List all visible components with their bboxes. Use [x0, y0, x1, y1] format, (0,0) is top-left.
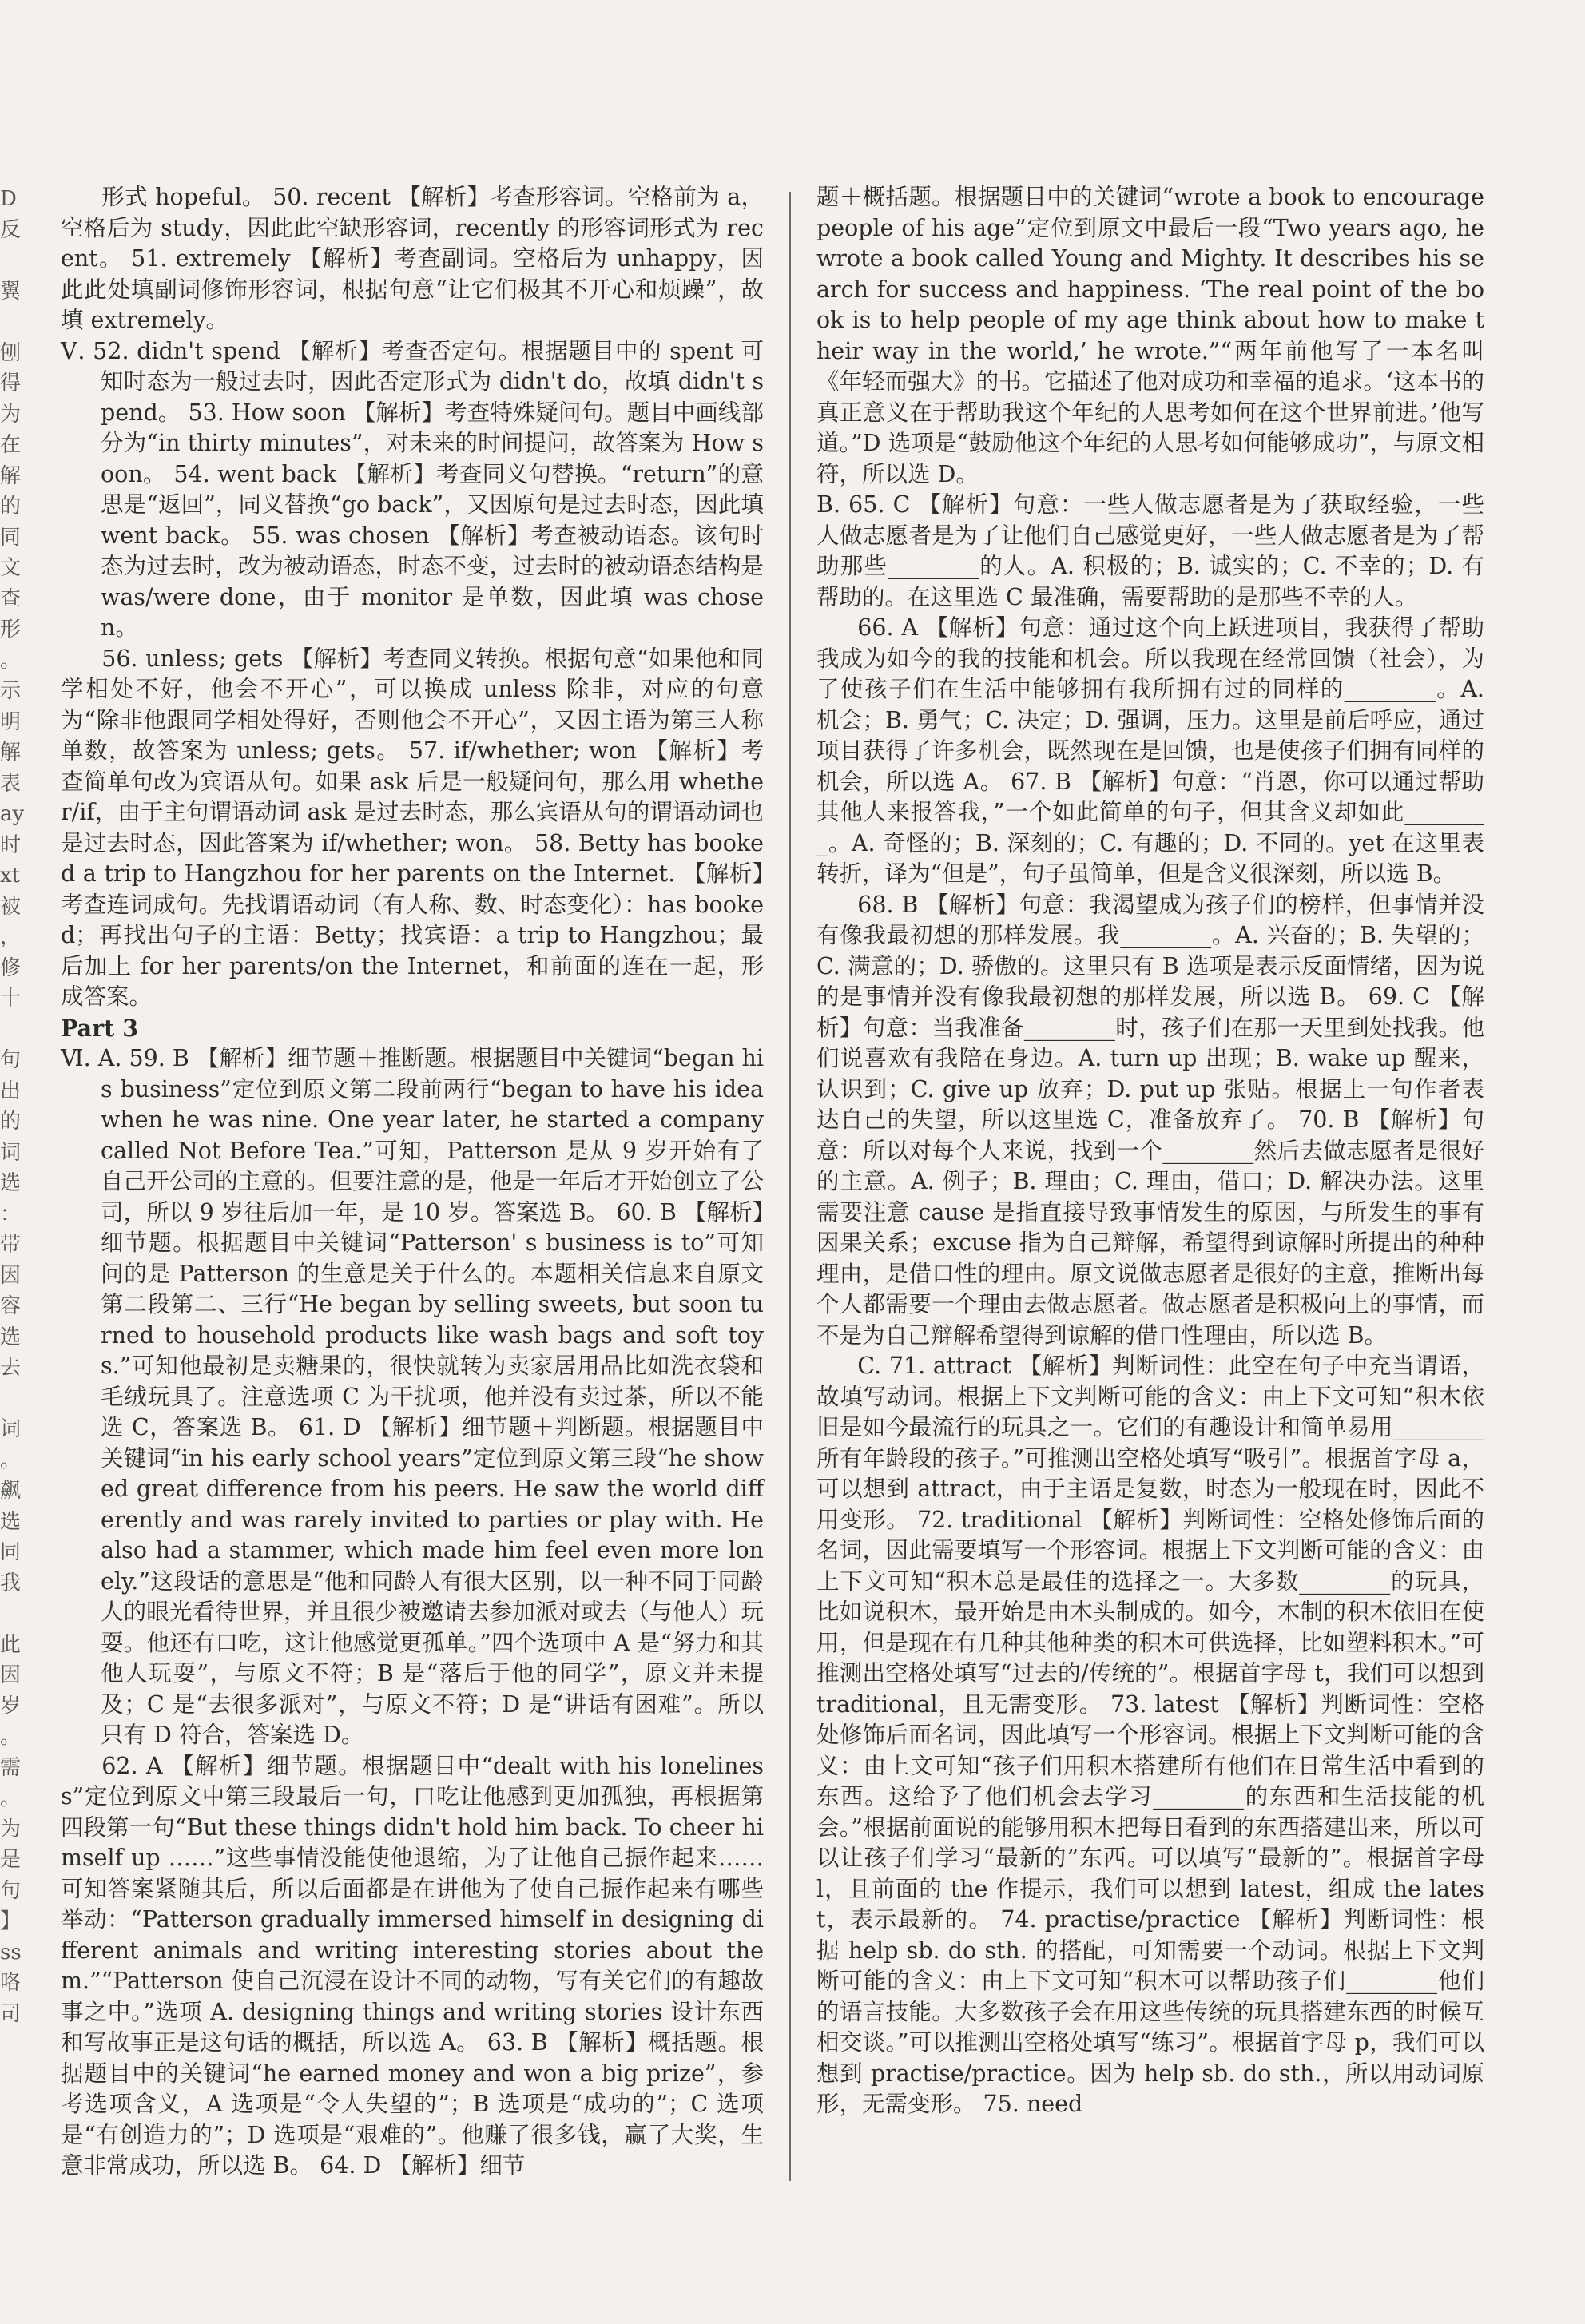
- margin-fragment: 。: [0, 1725, 22, 1749]
- margin-fragment: 我: [0, 1571, 22, 1595]
- margin-fragment: 词: [0, 1417, 22, 1441]
- margin-fragment: 反: [0, 217, 22, 242]
- margin-fragment: 去: [0, 1356, 22, 1380]
- margin-fragment: 需: [0, 1755, 22, 1780]
- margin-fragment: 飙: [0, 1479, 22, 1503]
- margin-fragment: 刨: [0, 340, 22, 365]
- part-heading: Part 3: [61, 1014, 139, 1042]
- margin-fragment: [0, 1599, 32, 1630]
- paragraph-50-51: 形式 hopeful。 50. recent 【解析】考查形容词。空格前为 a，空格后为 study，因此此空缺形容词，recently 的形容词形式为 recent。 51. extremely 【解析】考查副词。空格后为 unhappy，因此此处填副词修饰形容词，根据句意“让它们极其不开心和烦躁”，故填 extremely。: [61, 184, 764, 333]
- margin-fragment: [0, 1384, 32, 1415]
- margin-fragment: 解: [0, 741, 22, 765]
- paragraph-64-cont: 题＋概括题。根据题目中的关键词“wrote a book to encourage people of his age”定位到原文中最后一段“Two years ago, he wrote a book called Young and Mighty. It describes his search for success and happiness. ‘The real point of the book is to help people of my age think about how to make their way in the world,’ he wrote.”“两年前他写了一本名叫《年轻而强大》的书。它描述了他对成功和幸福的追求。‘这本书的真正意义在于帮助我这个年纪的人思考如何在这个世界前进。’他写道。”D 选项是“鼓励他这个年纪的人思考如何能够成功”，与原文相符，所以选 D。: [816, 184, 1484, 487]
- margin-fragment: 同: [0, 1540, 22, 1564]
- margin-fragment: 示: [0, 679, 22, 703]
- margin-fragment: 因: [0, 1263, 22, 1288]
- margin-fragment: 句: [0, 1878, 22, 1903]
- margin-fragment: 司: [0, 2001, 22, 2026]
- margin-fragment: 。: [0, 1786, 22, 1810]
- margin-fragment: 的: [0, 1110, 22, 1134]
- column-divider: [789, 192, 791, 2181]
- margin-fragment: 明: [0, 709, 22, 734]
- margin-fragment: 表: [0, 771, 22, 796]
- right-column: [816, 182, 1484, 2120]
- paragraph-section-vi-a: Ⅵ. A. 59. B 【解析】细节题＋推断题。根据题目中关键词“began his business”定位到原文第二段前两行“began to have his idea when he was nine. One year later, he started a company called Not Before Tea.”可知，Patterson 是从 9 岁开始有了自己开公司的主意的。但要注意的是，他是一年后才开始创立了公司，所以 9 岁往后加一年，是 10 岁。答案选 B。 60. B 【解析】细节题。根据题目中关键词“Patterson' s business is to”可知问的是 Patterson 的生意是关于什么的。本题相关信息来自原文第二段第二、三行“He began by selling sweets, but soon turned to household products like wash bags and soft toys.”可知他最初是卖糖果的，很快就转为卖家居用品比如洗衣袋和毛绒玩具了。注意选项 C 为干扰项，他并没有卖过茶，所以不能选 C，答案选 B。 61. D 【解析】细节题＋判断题。根据题目中关键词“in his early school years”定位到原文第三段“he showed great difference from his peers. He saw the world differently and was rarely invited to parties or play with. He also had a stammer, which made him feel even more lonely.”这段话的意思是“他和同龄人有很大区别，以一种不同于同龄人的眼光看待世界，并且很少被邀请去参加派对或去（与他人）玩耍。他还有口吃，这让他感觉更孤单。”四个选项中 A 是“努力和其他人玩耍”，与原文不符；B 是“落后于他的同学”，原文并未提及；C 是“去很多派对”，与原文不符；D 是“讲话有困难”。所以只有 D 符合，答案选 D。: [61, 1045, 764, 1748]
- margin-fragment: D: [0, 187, 17, 211]
- margin-fragment: 查: [0, 586, 22, 611]
- margin-fragment: 为: [0, 402, 22, 427]
- margin-fragment: ss: [0, 1940, 22, 1964]
- paragraph-section-v: Ⅴ. 52. didn't spend 【解析】考查否定句。根据题目中的 spent 可知时态为一般过去时，因此否定形式为 didn't do，故填 didn't spend。 53. How soon 【解析】考查特殊疑问句。题目中画线部分为“in thirty minutes”，对未来的时间提问，故答案为 How soon。 54. went back 【解析】考查同义句替换。“return”的意思是“返回”，同义替换“go back”，又因原句是过去时态，因此填 went back。 55. was chosen 【解析】考查被动语态。该句时态为过去时，改为被动语态，时态不变，过去时的被动语态结构是 was/were done，由于 monitor 是单数，因此填 was chosen。: [61, 337, 764, 641]
- margin-fragment: [0, 307, 32, 338]
- margin-fragment: 此: [0, 1632, 22, 1657]
- margin-fragment: 时: [0, 832, 22, 857]
- paragraph-62-64: 62. A 【解析】细节题。根据题目中“dealt with his loneliness”定位到原文中第三段最后一句，口吃让他感到更加孤独，再根据第四段第一句“But these things didn't hold him back. To cheer himself up ……”这些事情没能使他退缩，为了让他自己振作起来……可知答案紧随其后，所以后面都是在讲他为了使自己振作起来有哪些举动：“Patterson gradually immersed himself in designing different animals and writing interesting stories about them.”“Patterson 使自己沉浸在设计不同的动物，写有关它们的有趣故事之中。”选项 A. designing things and writing stories 设计东西和写故事正是这句话的概括，所以选 A。 63. B 【解析】概括题。根据题目中的关键词“he earned money and won a big prize”，参考选项含义，A 选项是“令人失望的”；B 选项是“成功的”；C 选项是“有创造力的”；D 选项是“艰难的”。他赚了很多钱，赢了大奖，生意非常成功，所以选 B。 64. D 【解析】细节: [61, 1752, 764, 2179]
- paragraph-56-58: 56. unless; gets 【解析】考查同义转换。根据句意“如果他和同学相处不好，他会不开心”，可以换成 unless 除非，对应的句意为“除非他跟同学相处得好，否则他会不开心”，又因主语为第三人称单数，故答案为 unless; gets。 57. if/whether; won 【解析】考查简单句改为宾语从句。如果 ask 后是一般疑问句，那么用 whether/if，由于主句谓语动词 ask 是过去时态，那么宾语从句的谓语动词也是过去时态，因此答案为 if/whether; won。 58. Betty has booked a trip to Hangzhou for her parents on the Internet. 【解析】考查连词成句。先找谓语动词（有人称、数、时态变化）：has booked；再找出句子的主语：Betty；找宾语：a trip to Hangzhou；最后加上 for her parents/on the Internet，和前面的连在一起，形成答案。: [61, 645, 764, 1010]
- margin-fragment: 因: [0, 1663, 22, 1687]
- margin-fragment: 出: [0, 1079, 22, 1103]
- margin-fragment: 是: [0, 1848, 22, 1872]
- margin-fragment: 咯: [0, 1971, 22, 1995]
- margin-fragment: 句: [0, 1048, 22, 1072]
- margin-fragment: 被: [0, 894, 22, 919]
- left-column: [61, 182, 764, 2182]
- margin-fragment: [0, 245, 32, 276]
- margin-fragment: 选: [0, 1171, 22, 1195]
- margin-fragment: 解: [0, 463, 22, 488]
- margin-fragment: 容: [0, 1294, 22, 1318]
- paragraph-section-b-65: B. 65. C 【解析】句意：一些人做志愿者是为了获取经验，一些人做志愿者是为了让他们自己感觉更好，一些人做志愿者是为了帮助那些________的人。A. 积极的；B. 诚实的；C. 不幸的；D. 有帮助的。在这里选 C 最准确，需要帮助的是那些不幸的人。: [816, 491, 1484, 610]
- margin-fragment: ：: [0, 1202, 22, 1226]
- margin-fragment: 】: [0, 1909, 22, 1933]
- margin-fragment: 。: [0, 648, 22, 673]
- margin-fragment: 得: [0, 371, 22, 395]
- paragraph-section-c: C. 71. attract 【解析】判断词性：此空在句子中充当谓语，故填写动词。根据上下文判断可能的含义：由上下文可知“积木依旧是如今最流行的玩具之一。它们的有趣设计和简单易用________所有年龄段的孩子。”可推测出空格处填写“吸引”。根据首字母 a，可以想到 attract，由于主语是复数，时态为一般现在时，因此不用变形。 72. traditional 【解析】判断词性：空格处修饰后面的名词，因此需要填写一个形容词。根据上下文判断可能的含义：由上下文可知“积木总是最佳的选择之一。大多数________的玩具，比如说积木，最开始是由木头制成的。如今，木制的积木依旧在使用，但是现在有几种其他种类的积木可供选择，比如塑料积木。”可推测出空格处填写“过去的/传统的”。根据首字母 t，我们可以想到 traditional，且无需变形。 73. latest 【解析】判断词性：空格处修饰后面名词，因此填写一个形容词。根据上下文判断可能的含义：由上文可知“孩子们用积木搭建所有他们在日常生活中看到的东西。这给予了他们机会去学习________的东西和生活技能的机会。”根据前面说的能够用积木把每日看到的东西搭建出来，所以可以让孩子们学习“最新的”东西。可以填写“最新的”。根据首字母 l，且前面的 the 作提示，我们可以想到 latest，组成 the latest，表示最新的。 74. practise/practice 【解析】判断词性：根据 help sb. do sth. 的搭配，可知需要一个动词。根据上下文判断可能的含义：由上下文可知“积木可以帮助孩子们________他们的语言技能。大多数孩子会在用这些传统的玩具搭建东西的时候互相交谈。”可以推测出空格处填写“练习”。根据首字母 p，我们可以想到 practise/practice。因为 help sb. do sth.，所以用动词原形，无需变形。 75. need: [816, 1353, 1484, 2117]
- margin-fragment: [0, 1015, 32, 1046]
- margin-fragment: xt: [0, 864, 21, 888]
- margin-fragment: ，: [0, 925, 22, 949]
- margin-fragment: 十: [0, 987, 22, 1011]
- margin-fragment: ay: [0, 802, 25, 826]
- margin-fragment: 带: [0, 1233, 22, 1257]
- margin-fragment: 在: [0, 433, 22, 457]
- margin-fragment: 岁: [0, 1694, 22, 1718]
- margin-fragment: 词: [0, 1140, 22, 1165]
- margin-fragment: 文: [0, 556, 22, 580]
- margin-fragment: 选: [0, 1325, 22, 1349]
- margin-fragment: 翼: [0, 279, 22, 304]
- margin-fragment: 同: [0, 525, 22, 550]
- margin-fragment: 的: [0, 495, 22, 518]
- left-margin-fragments: [0, 184, 32, 2029]
- margin-fragment: 修: [0, 955, 22, 980]
- paragraph-66-67: 66. A 【解析】句意：通过这个向上跃进项目，我获得了帮助我成为如今的我的技能和机会。所以我现在经常回馈（社会），为了使孩子们在生活中能够拥有我所拥有过的同样的________。A. 机会；B. 勇气；C. 决定；D. 强调，压力。这里是前后呼应，通过项目获得了许多机会，既然现在是回馈，也是使孩子们拥有同样的机会，所以选 A。 67. B 【解析】句意：“肖恩，你可以通过帮助其他人来报答我，”一个如此简单的句子，但其含义却如此________。A. 奇怪的；B. 深刻的；C. 有趣的；D. 不同的。yet 在这里表转折，译为“但是”，句子虽简单，但是含义很深刻，所以选 B。: [816, 614, 1484, 887]
- margin-fragment: 形: [0, 618, 22, 642]
- margin-fragment: 。: [0, 1448, 22, 1472]
- paragraph-68-70: 68. B 【解析】句意：我渴望成为孩子们的榜样，但事情并没有像我最初想的那样发展。我________。A. 兴奋的；B. 失望的；C. 满意的；D. 骄傲的。这里只有 B 选项是表示反面情绪，因为说的是事情并没有像我最初想的那样发展，所以选 B。 69. C 【解析】句意：当我准备________时，孩子们在那一天里到处找我。他们说喜欢有我陪在身边。A. turn up 出现；B. wake up 醒来，认识到；C. give up 放弃；D. put up 张贴。根据上一句作者表达自己的失望，所以这里选 C，准备放弃了。 70. B 【解析】句意：所以对每个人来说，找到一个________然后去做志愿者是很好的主意。A. 例子；B. 理由；C. 理由，借口；D. 解决办法。这里需要注意 cause 是指直接导致事情发生的原因，与所发生的事有因果关系；excuse 指为自己辩解，希望得到谅解时所提出的种种理由，是借口性的理由。原文说做志愿者是很好的主意，推断出每个人都需要一个理由去做志愿者。做志愿者是积极向上的事情，而不是为自己辩解希望得到谅解的借口性理由，所以选 B。: [816, 891, 1484, 1349]
- margin-fragment: 选: [0, 1509, 22, 1534]
- margin-fragment: 为: [0, 1817, 22, 1841]
